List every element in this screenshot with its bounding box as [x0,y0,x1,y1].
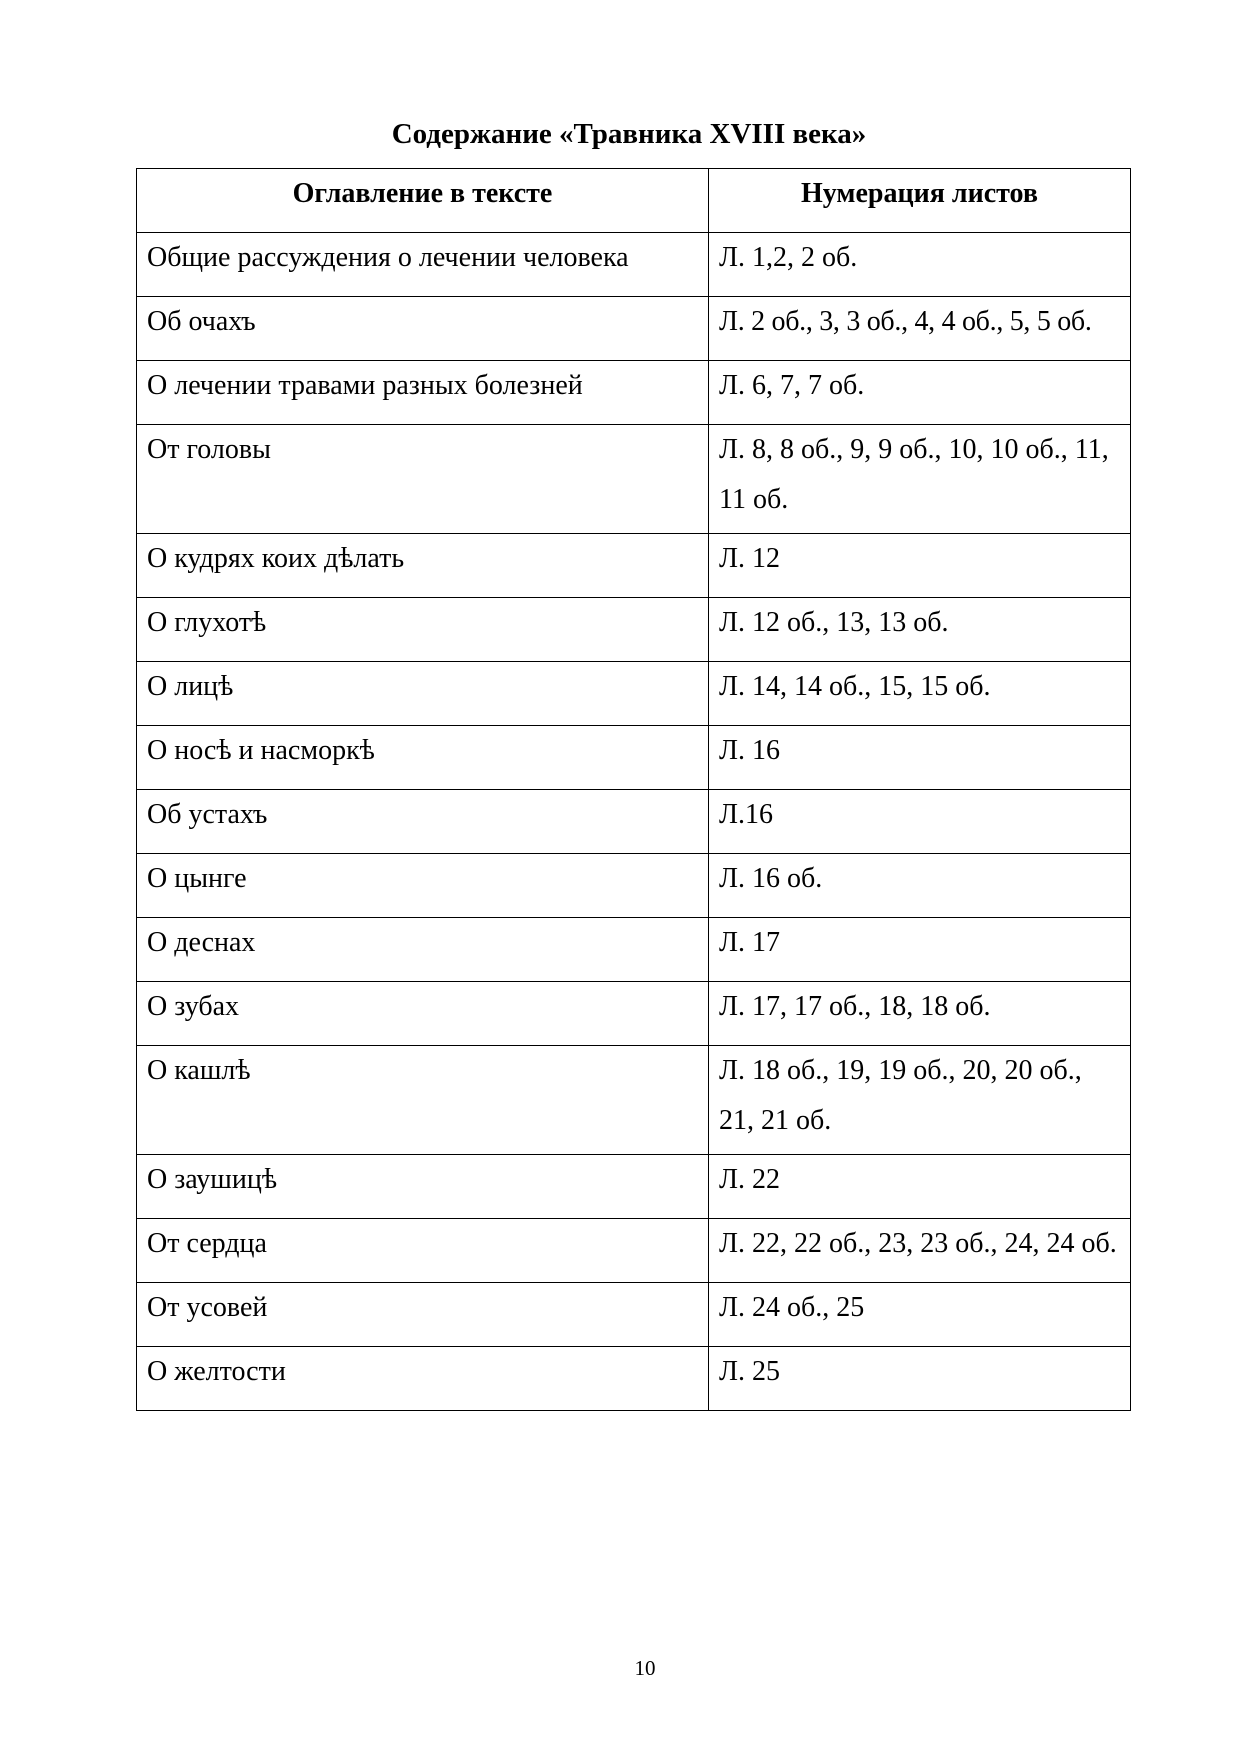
section-cell: О зубах [137,982,709,1046]
column-header-section: Оглавление в тексте [137,169,709,233]
table-row [137,1155,1131,1219]
pages-cell: Л. 18 об., 19, 19 об., 20, 20 об., 21, 21 об. [709,1046,1131,1155]
table-row [137,918,1131,982]
table-row [137,534,1131,598]
section-cell: О цынге [137,854,709,918]
section-cell: О глухотѣ [137,598,709,662]
table-row [137,1219,1131,1283]
section-cell: О деснах [137,918,709,982]
pages-cell: Л. 12 об., 13, 13 об. [709,598,1131,662]
pages-cell: Л. 22 [709,1155,1131,1219]
section-cell: От головы [137,425,709,534]
table-row [137,297,1131,361]
section-cell: О носѣ и насморкѣ [137,726,709,790]
section-cell: Об устахъ [137,790,709,854]
pages-cell: Л. 16 [709,726,1131,790]
pages-cell: Л. 22, 22 об., 23, 23 об., 24, 24 об. [709,1219,1131,1283]
pages-cell: Л. 17 [709,918,1131,982]
pages-cell: Л. 14, 14 об., 15, 15 об. [709,662,1131,726]
table-row [137,662,1131,726]
pages-cell: Л. 8, 8 об., 9, 9 об., 10, 10 об., 11, 11 об. [709,425,1131,534]
table-row [137,982,1131,1046]
pages-cell: Л. 6, 7, 7 об. [709,361,1131,425]
pages-cell: Л. 2 об., 3, 3 об., 4, 4 об., 5, 5 об. [709,297,1131,361]
table-row [137,726,1131,790]
pages-cell: Л.16 [709,790,1131,854]
section-cell: От усовей [137,1283,709,1347]
section-cell: О лицѣ [137,662,709,726]
table-row [137,1347,1131,1411]
section-cell: От сердца [137,1219,709,1283]
pages-cell: Л. 12 [709,534,1131,598]
table-row [137,425,1131,534]
table-row [137,1283,1131,1347]
section-cell: О заушицѣ [137,1155,709,1219]
section-cell: О кудрях коих дѣлать [137,534,709,598]
section-cell: О кашлѣ [137,1046,709,1155]
table-row [137,854,1131,918]
pages-cell: Л. 1,2, 2 об. [709,233,1131,297]
table-row [137,233,1131,297]
section-cell: Об очахъ [137,297,709,361]
contents-table [136,168,1131,1411]
table-row [137,361,1131,425]
table-row [137,1046,1131,1155]
page-title: Содержание «Травника XVIII века» [391,118,867,150]
pages-cell: Л. 25 [709,1347,1131,1411]
table-row [137,598,1131,662]
section-cell: О желтости [137,1347,709,1411]
table-row [137,790,1131,854]
pages-cell: Л. 16 об. [709,854,1131,918]
pages-cell: Л. 24 об., 25 [709,1283,1131,1347]
column-header-pages: Нумерация листов [709,169,1131,233]
section-cell: Общие рассуждения о лечении человека [137,233,709,297]
page-number: 10 [634,1656,656,1680]
section-cell: О лечении травами разных болезней [137,361,709,425]
pages-cell: Л. 17, 17 об., 18, 18 об. [709,982,1131,1046]
table-header-row [137,169,1131,233]
